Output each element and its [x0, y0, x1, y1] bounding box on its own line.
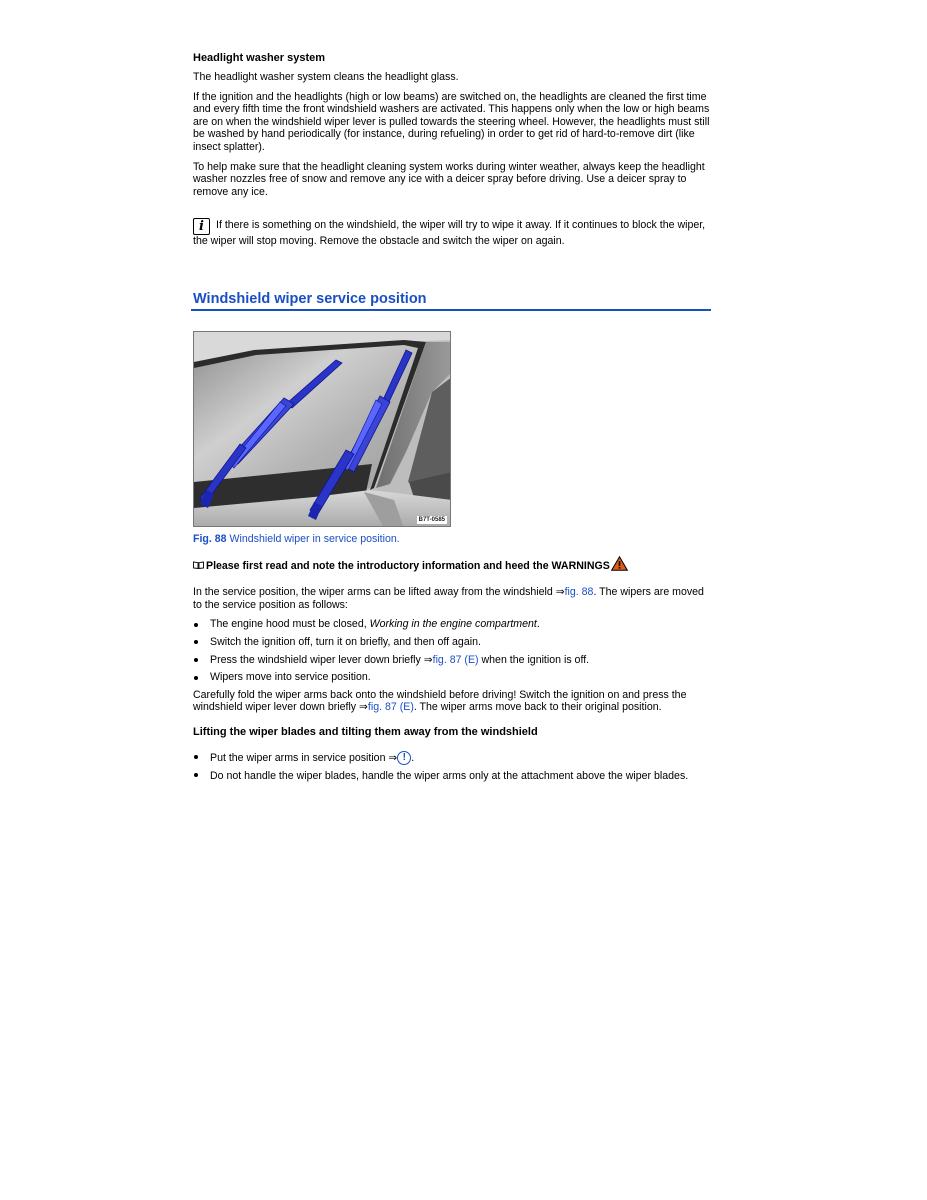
- caution-circle-icon[interactable]: !: [397, 751, 411, 765]
- headlight-paragraph-3: To help make sure that the headlight cleaning system works during winter weather, always keep the headlight washer nozzles free of snow and remove any ice with a deicer spray before driving. Use a deicer spray to remove any ice.: [193, 160, 705, 198]
- step-text-end: .: [536, 618, 540, 631]
- info-note-text: If there is something on the windshield, the wiper will try to wipe it away. If it continues to block the wiper, the wiper will stop moving. Remove the obstacle and switch the wiper on again.: [193, 219, 706, 248]
- read-first-text: Please first read and note the introductory information and heed the WARNINGS: [206, 559, 610, 572]
- service-intro-text: In the service position, the wiper arms can be lifted away from the windshield ⇒: [193, 586, 565, 599]
- step-text: Switch the ignition off, turn it on briefly, and then off again.: [210, 635, 481, 648]
- headlight-paragraph-2: If the ignition and the headlights (high or low beams) are switched on, the headlights are cleaned the first time and every fifth time the front windshield washers are activated. This happens only when the low or high beams are on when the windshield wiper lever is pulled towards the steering wheel. However, the headlights must still be washed by hand periodically (for instance, during refueling) in order to get rid of hard-to-remove dirt (like insect splatter).: [193, 90, 710, 153]
- section-divider: [191, 309, 711, 311]
- step-text: Wipers move into service position.: [210, 671, 371, 684]
- figure-caption-text: Windshield wiper in service position.: [229, 533, 400, 545]
- bullet-dot: [194, 773, 198, 777]
- figure-caption: [193, 533, 713, 546]
- read-first-notice: [193, 556, 713, 575]
- headlight-washer-title: Headlight washer system: [193, 52, 326, 64]
- headlight-paragraph-1: The headlight washer system cleans the headlight glass.: [193, 71, 459, 83]
- service-steps-list: [193, 618, 713, 683]
- service-position-instructions: [193, 533, 713, 787]
- service-intro-text-end: . The wipers are moved to the service position as follows:: [193, 586, 704, 611]
- service-intro: [193, 586, 713, 611]
- book-icon: [193, 560, 204, 568]
- engine-compartment-reference: Working in the engine compartment: [369, 618, 537, 631]
- fold-back-paragraph: [193, 689, 713, 714]
- fold-back-text: Carefully fold the wiper arms back onto the windshield before driving! Switch the ignition on and press the windshield wiper lever down briefly ⇒: [193, 688, 687, 714]
- list-item: [193, 671, 713, 684]
- wiper-service-position-image: [194, 332, 451, 527]
- list-item: [193, 770, 713, 783]
- section-title: Windshield wiper service position: [193, 291, 427, 307]
- warning-triangle-icon[interactable]: [611, 556, 628, 575]
- lifting-list: [193, 751, 713, 783]
- fig-87-link[interactable]: fig. 87 (E): [432, 653, 479, 666]
- step-text-end: when the ignition is off.: [478, 653, 590, 666]
- fig-88-link[interactable]: fig. 88: [564, 586, 594, 599]
- fig-87-link[interactable]: fig. 87 (E): [367, 701, 414, 714]
- list-item: [193, 636, 713, 649]
- figure-code: B7T-0585: [418, 517, 445, 523]
- list-item: [193, 751, 713, 765]
- lifting-step-text-end: .: [411, 751, 415, 764]
- wiper-illustration: [193, 331, 451, 527]
- fold-back-text-end: . The wiper arms move back to their original position.: [413, 701, 662, 714]
- info-icon: i: [193, 218, 210, 235]
- figure-caption-label: Fig. 88: [193, 533, 227, 545]
- list-item: [193, 618, 713, 631]
- lifting-title: Lifting the wiper blades and tilting them away from the windshield: [193, 725, 538, 738]
- lifting-step-text: Put the wiper arms in service position ⇒: [210, 751, 398, 764]
- list-item: [193, 654, 713, 667]
- step-text: The engine hood must be closed,: [210, 618, 370, 631]
- lifting-step-text: Do not handle the wiper blades, handle the wiper arms only at the attachment above the wiper blades.: [210, 769, 689, 782]
- headlight-washer-section: [193, 52, 710, 248]
- info-note: [193, 218, 710, 248]
- step-text: Press the windshield wiper lever down briefly ⇒: [210, 653, 433, 666]
